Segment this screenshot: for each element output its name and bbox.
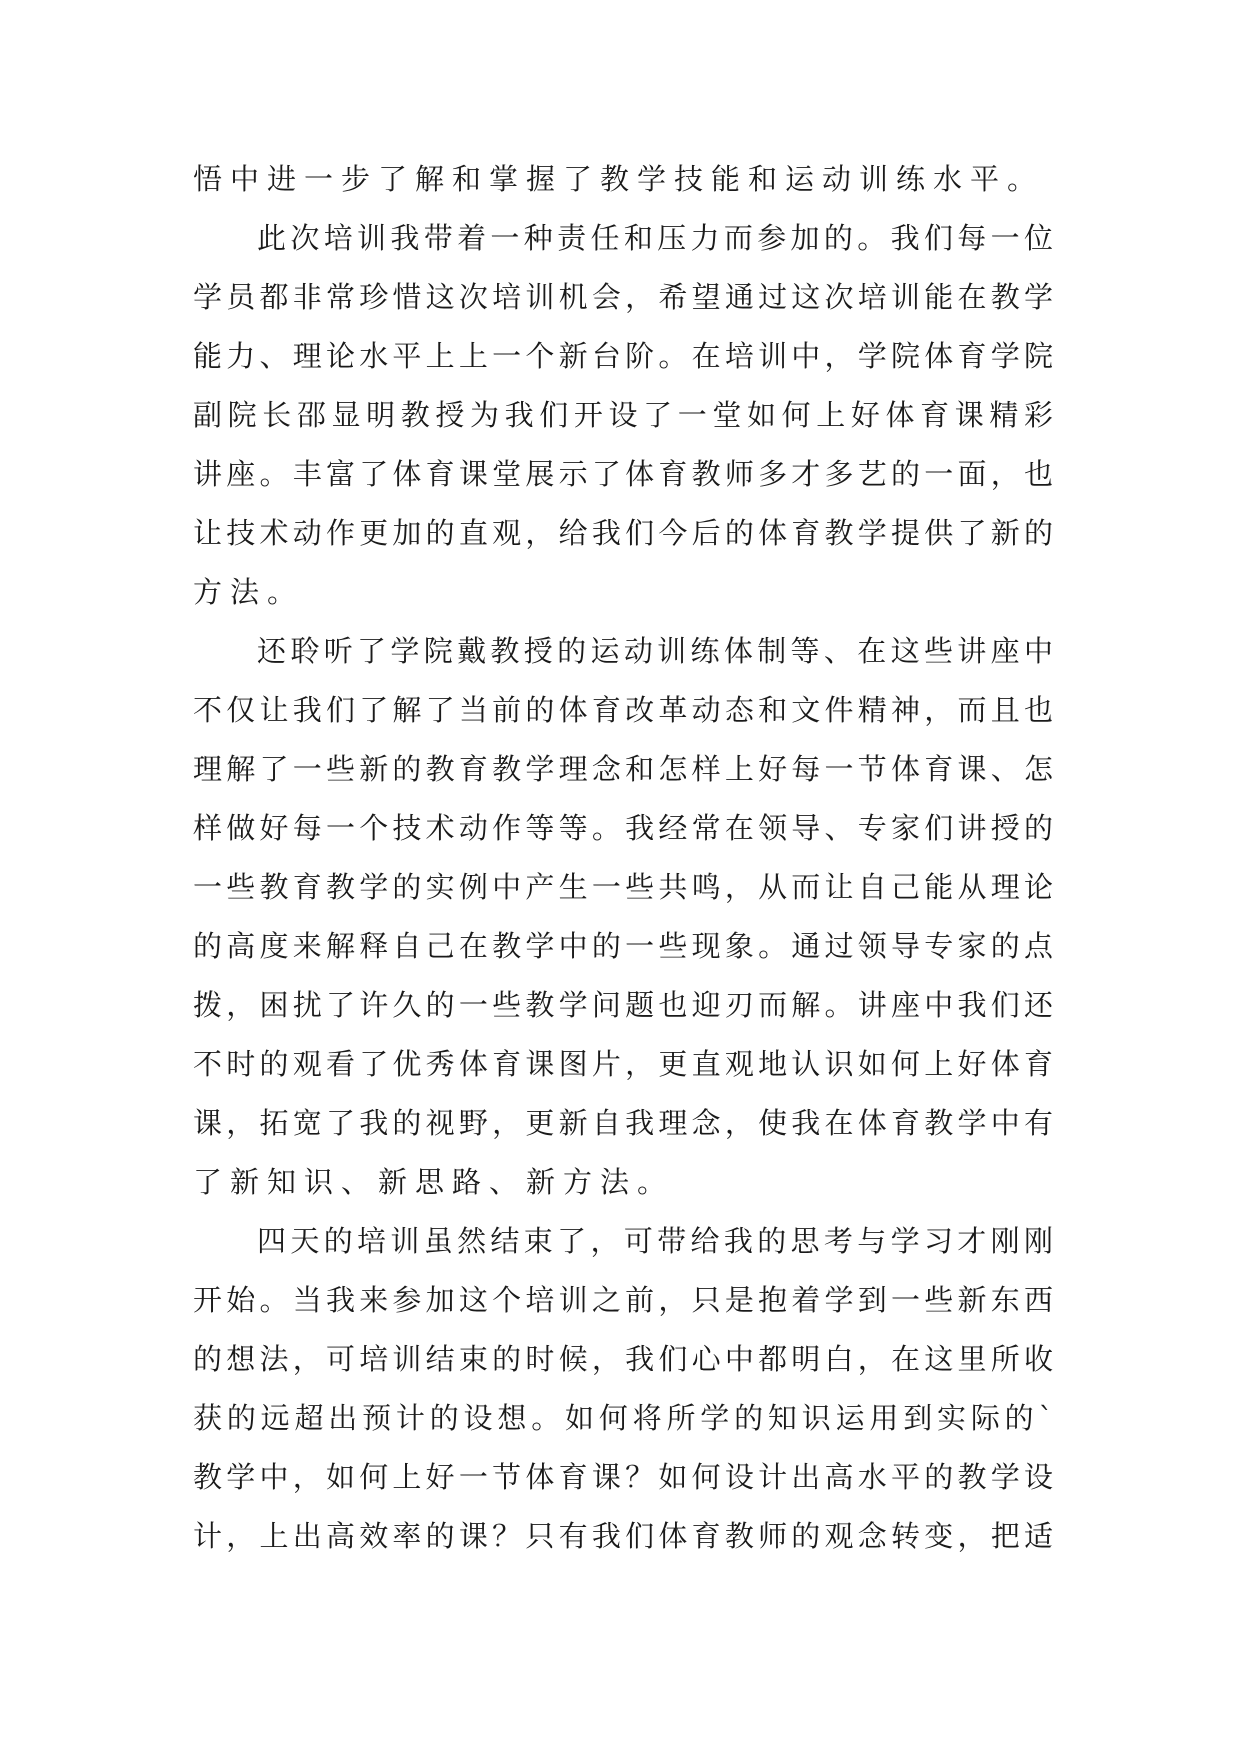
body-text (193, 150, 1053, 1566)
text-line: 理解了一些新的教育教学理念和怎样上好每一节体育课、怎 (193, 752, 1053, 786)
text-line: 开始。当我来参加这个培训之前，只是抱着学到一些新东西 (193, 1283, 1053, 1317)
text-line: 不时的观看了优秀体育课图片，更直观地认识如何上好体育 (193, 1047, 1053, 1081)
text-line: 一些教育教学的实例中产生一些共鸣，从而让自己能从理论 (193, 870, 1053, 904)
text-line: 副院长邵显明教授为我们开设了一堂如何上好体育课精彩 (193, 398, 1053, 432)
text-line: 的高度来解释自己在教学中的一些现象。通过领导专家的点 (193, 929, 1053, 963)
text-line: 课，拓宽了我的视野，更新自我理念，使我在体育教学中有 (193, 1106, 1053, 1140)
text-line: 悟中进一步了解和掌握了教学技能和运动训练水平。 (193, 162, 1045, 196)
text-line: 不仅让我们了解了当前的体育改革动态和文件精神，而且也 (193, 693, 1053, 727)
text-line: 教学中，如何上好一节体育课？如何设计出高水平的教学设 (193, 1460, 1053, 1494)
text-line: 方法。 (193, 575, 305, 609)
text-line: 拨，困扰了许久的一些教学问题也迎刃而解。讲座中我们还 (193, 988, 1053, 1022)
text-line: 讲座。丰富了体育课堂展示了体育教师多才多艺的一面，也 (193, 457, 1053, 491)
text-line: 能力、理论水平上上一个新台阶。在培训中，学院体育学院 (193, 339, 1053, 373)
text-line: 了新知识、新思路、新方法。 (193, 1165, 675, 1199)
text-line: 让技术动作更加的直观，给我们今后的体育教学提供了新的 (193, 516, 1053, 550)
paragraph-first-line: 此次培训我带着一种责任和压力而参加的。我们每一位 (257, 221, 1053, 255)
text-line: 计，上出高效率的课？只有我们体育教师的观念转变，把适 (193, 1519, 1053, 1553)
text-line: 学员都非常珍惜这次培训机会，希望通过这次培训能在教学 (193, 280, 1053, 314)
paragraph-first-line: 还聆听了学院戴教授的运动训练体制等、在这些讲座中 (257, 634, 1053, 668)
text-line: 样做好每一个技术动作等等。我经常在领导、专家们讲授的 (193, 811, 1053, 845)
paragraph-first-line: 四天的培训虽然结束了，可带给我的思考与学习才刚刚 (257, 1224, 1053, 1258)
text-line: 获的远超出预计的设想。如何将所学的知识运用到实际的` (193, 1401, 1053, 1435)
text-line: 的想法，可培训结束的时候，我们心中都明白，在这里所收 (193, 1342, 1053, 1376)
